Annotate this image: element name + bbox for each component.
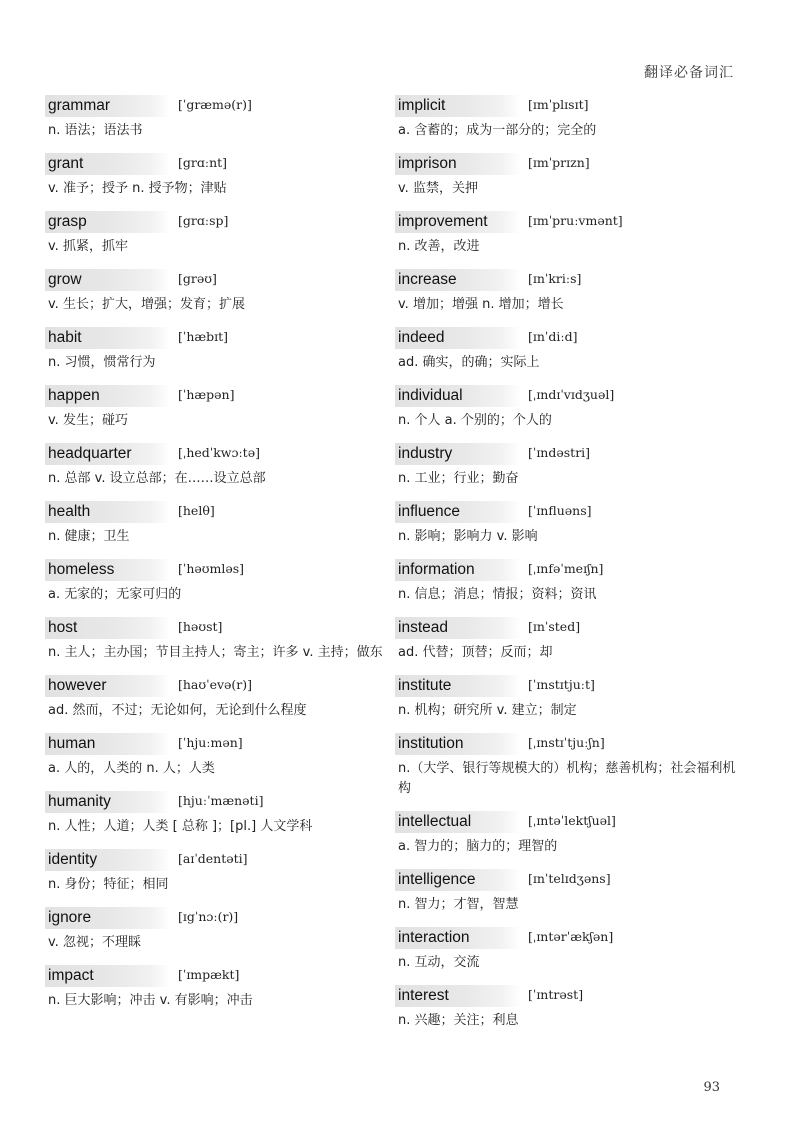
vocab-entry	[395, 868, 745, 915]
phonetic-transcription: [ˈɪndəstri]	[528, 445, 591, 460]
definition: ad. 代替；顶替；反而；却	[398, 645, 553, 660]
headword: influence	[395, 501, 520, 523]
vocab-entry	[395, 732, 745, 799]
phonetic-transcription: [ɪgˈnɔː(r)]	[178, 909, 239, 924]
vocab-entry	[45, 558, 395, 605]
headword: happen	[45, 385, 170, 407]
headword: indeed	[395, 327, 520, 349]
definition: n.（大学、银行等规模大的）机构；慈善机构；社会福利机构	[398, 761, 736, 796]
definition: v. 增加；增强 n. 增加；增长	[398, 297, 564, 312]
definition: a. 智力的；脑力的；理智的	[398, 839, 558, 854]
definition: v. 抓紧，抓牢	[48, 239, 128, 254]
entry-headline	[45, 964, 395, 988]
headword: grow	[45, 269, 170, 291]
vocab-entry	[45, 442, 395, 489]
headword: implicit	[395, 95, 520, 117]
vocab-entry	[45, 906, 395, 953]
phonetic-transcription: [ɪnˈkriːs]	[528, 271, 582, 286]
definition: n. 信息；消息；情报；资料；资讯	[398, 587, 597, 602]
entry-headline	[395, 984, 745, 1008]
definition: n. 身份；特征；相同	[48, 877, 169, 892]
vocab-entry	[395, 674, 745, 721]
phonetic-transcription: [ˈhæbɪt]	[178, 329, 229, 344]
headword: habit	[45, 327, 170, 349]
vocab-entry	[45, 500, 395, 547]
definition: ad. 然而，不过；无论如何，无论到什么程度	[48, 703, 307, 718]
definition: n. 工业；行业；勤奋	[398, 471, 519, 486]
headword: instead	[395, 617, 520, 639]
definition: ad. 确实，的确；实际上	[398, 355, 540, 370]
entry-headline	[45, 790, 395, 814]
entry-headline	[395, 442, 745, 466]
entry-headline	[395, 868, 745, 892]
headword: individual	[395, 385, 520, 407]
phonetic-transcription: [ˌɪntərˈækʃən]	[528, 929, 614, 944]
entry-headline	[395, 268, 745, 292]
vocab-entry	[45, 210, 395, 257]
phonetic-transcription: [ˈhæpən]	[178, 387, 235, 402]
entry-headline	[45, 500, 395, 524]
vocab-entry	[395, 926, 745, 973]
vocab-entry	[395, 268, 745, 315]
headword: impact	[45, 965, 170, 987]
phonetic-transcription: [grɑːsp]	[178, 213, 229, 228]
vocab-entry	[45, 326, 395, 373]
headword: host	[45, 617, 170, 639]
phonetic-transcription: [ɪnˈtelɪdʒəns]	[528, 871, 611, 886]
vocab-entry	[395, 152, 745, 199]
definition: n. 总部 v. 设立总部；在……设立总部	[48, 471, 266, 486]
phonetic-transcription: [ˌɪnfəˈmeɪʃn]	[528, 561, 604, 576]
definition: v. 发生；碰巧	[48, 413, 128, 428]
headword: information	[395, 559, 520, 581]
headword: identity	[45, 849, 170, 871]
definition: n. 智力；才智，智慧	[398, 897, 519, 912]
phonetic-transcription: [ˌɪndɪˈvɪdʒuəl]	[528, 387, 615, 402]
phonetic-transcription: [ˈɪnfluəns]	[528, 503, 592, 518]
definition: n. 兴趣；关注；利息	[398, 1013, 519, 1028]
entry-headline	[395, 210, 745, 234]
phonetic-transcription: [ˈɪnstɪtjuːt]	[528, 677, 595, 692]
phonetic-transcription: [ˌɪnstɪˈtjuːʃn]	[528, 735, 605, 750]
left-column	[45, 94, 395, 1022]
page-number: 93	[703, 1080, 720, 1095]
phonetic-transcription: [həʊst]	[178, 619, 223, 634]
phonetic-transcription: [ɪmˈpruːvmənt]	[528, 213, 623, 228]
phonetic-transcription: [ˌɪntəˈlektʃuəl]	[528, 813, 616, 828]
entry-headline	[395, 810, 745, 834]
vocab-entry	[45, 152, 395, 199]
definition: n. 主人；主办国；节目主持人；寄主；许多 v. 主持；做东	[48, 645, 383, 660]
vocab-entry	[45, 848, 395, 895]
headword: human	[45, 733, 170, 755]
entry-headline	[395, 674, 745, 698]
phonetic-transcription: [ɪmˈplɪsɪt]	[528, 97, 589, 112]
headword: institute	[395, 675, 520, 697]
phonetic-transcription: [grəʊ]	[178, 271, 217, 286]
entry-headline	[45, 326, 395, 350]
entry-headline	[395, 616, 745, 640]
entry-headline	[45, 906, 395, 930]
definition: n. 习惯，惯常行为	[48, 355, 156, 370]
headword: grammar	[45, 95, 170, 117]
headword: grasp	[45, 211, 170, 233]
phonetic-transcription: [ˈɪntrəst]	[528, 987, 584, 1002]
entry-headline	[395, 152, 745, 176]
phonetic-transcription: [ˈgræmə(r)]	[178, 97, 252, 112]
definition: n. 互动，交流	[398, 955, 480, 970]
headword: homeless	[45, 559, 170, 581]
phonetic-transcription: [ɪnˈsted]	[528, 619, 581, 634]
vocab-entry	[45, 94, 395, 141]
definition: a. 人的，人类的 n. 人；人类	[48, 761, 215, 776]
headword: increase	[395, 269, 520, 291]
phonetic-transcription: [ˈɪmpækt]	[178, 967, 240, 982]
definition: n. 影响；影响力 v. 影响	[398, 529, 538, 544]
entry-headline	[395, 94, 745, 118]
entry-headline	[45, 442, 395, 466]
headword: institution	[395, 733, 520, 755]
definition: n. 语法；语法书	[48, 123, 143, 138]
entry-headline	[45, 268, 395, 292]
headword: imprison	[395, 153, 520, 175]
headword: humanity	[45, 791, 170, 813]
vocab-entry	[395, 616, 745, 663]
phonetic-transcription: [helθ]	[178, 503, 215, 518]
vocab-entry	[45, 616, 395, 663]
phonetic-transcription: [grɑːnt]	[178, 155, 228, 170]
definition: n. 机构；研究所 v. 建立；制定	[398, 703, 577, 718]
phonetic-transcription: [ɪmˈprɪzn]	[528, 155, 590, 170]
definition: v. 准予；授予 n. 授予物；津贴	[48, 181, 227, 196]
entry-headline	[395, 384, 745, 408]
definition: n. 健康；卫生	[48, 529, 130, 544]
entry-headline	[395, 926, 745, 950]
vocab-entry	[395, 984, 745, 1031]
headword: headquarter	[45, 443, 170, 465]
entry-headline	[45, 384, 395, 408]
phonetic-transcription: [ˈhjuːmən]	[178, 735, 243, 750]
headword: however	[45, 675, 170, 697]
vocab-entry	[395, 384, 745, 431]
entry-headline	[45, 152, 395, 176]
entry-headline	[45, 732, 395, 756]
definition: v. 忽视；不理睬	[48, 935, 141, 950]
headword: interaction	[395, 927, 520, 949]
entry-headline	[45, 558, 395, 582]
headword: improvement	[395, 211, 520, 233]
definition: n. 改善，改进	[398, 239, 480, 254]
definition: n. 人性；人道；人类 [ 总称 ]；[pl.] 人文学科	[48, 819, 313, 834]
headword: interest	[395, 985, 520, 1007]
definition: a. 无家的；无家可归的	[48, 587, 182, 602]
definition: n. 巨大影响；冲击 v. 有影响；冲击	[48, 993, 253, 1008]
headword: intelligence	[395, 869, 520, 891]
vocab-entry	[395, 558, 745, 605]
headword: industry	[395, 443, 520, 465]
vocab-entry	[45, 732, 395, 779]
entry-headline	[45, 674, 395, 698]
phonetic-transcription: [hjuːˈmænəti]	[178, 793, 264, 808]
phonetic-transcription: [aɪˈdentəti]	[178, 851, 248, 866]
vocab-entry	[45, 674, 395, 721]
definition: v. 生长；扩大，增强；发育；扩展	[48, 297, 245, 312]
vocab-entry	[395, 210, 745, 257]
right-column	[395, 94, 745, 1042]
phonetic-transcription: [ɪnˈdiːd]	[528, 329, 578, 344]
entry-headline	[395, 558, 745, 582]
entry-headline	[395, 732, 745, 756]
headword: health	[45, 501, 170, 523]
entry-headline	[45, 94, 395, 118]
headword: ignore	[45, 907, 170, 929]
entry-headline	[45, 848, 395, 872]
definition: v. 监禁，关押	[398, 181, 478, 196]
vocab-entry	[45, 790, 395, 837]
vocab-entry	[395, 500, 745, 547]
phonetic-transcription: [ˈhəʊmləs]	[178, 561, 245, 576]
entry-headline	[45, 210, 395, 234]
vocab-entry	[395, 442, 745, 489]
phonetic-transcription: [ˌhedˈkwɔːtə]	[178, 445, 260, 460]
phonetic-transcription: [haʊˈevə(r)]	[178, 677, 253, 692]
vocab-entry	[395, 810, 745, 857]
vocab-entry	[45, 268, 395, 315]
running-head: 翻译必备词汇	[644, 65, 734, 81]
vocab-entry	[45, 384, 395, 431]
definition: n. 个人 a. 个别的；个人的	[398, 413, 552, 428]
headword: intellectual	[395, 811, 520, 833]
definition: a. 含蓄的；成为一部分的；完全的	[398, 123, 597, 138]
entry-headline	[395, 326, 745, 350]
entry-headline	[395, 500, 745, 524]
vocab-entry	[395, 94, 745, 141]
vocab-entry	[45, 964, 395, 1011]
headword: grant	[45, 153, 170, 175]
vocab-entry	[395, 326, 745, 373]
entry-headline	[45, 616, 395, 640]
